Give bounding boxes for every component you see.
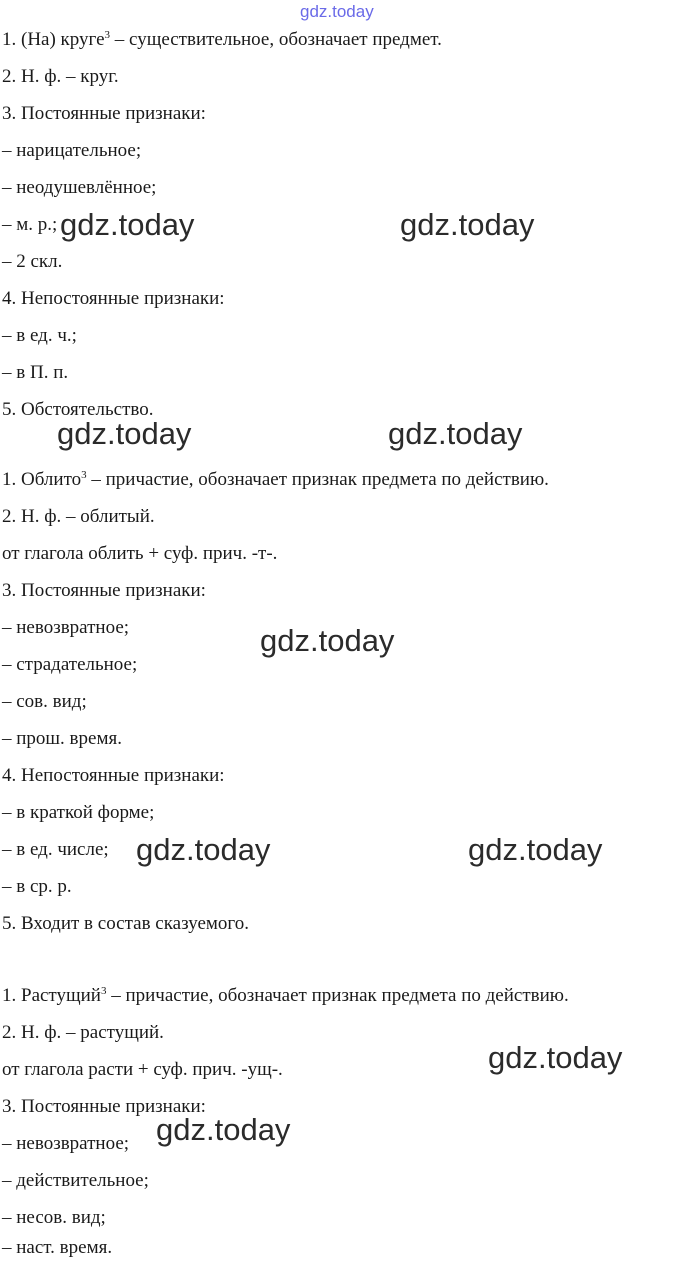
s2-line-8: – прош. время. bbox=[2, 728, 122, 749]
s2-line-5: – невозвратное; bbox=[2, 617, 130, 638]
s3-line-6: – действительное; bbox=[2, 1170, 149, 1191]
s1-line-4: – нарицательное; bbox=[2, 140, 142, 161]
s3-description: – причастие, обозначает признак предмета по действию. bbox=[106, 985, 569, 1006]
s3-line-3: от глагола расти + суф. прич. -ущ-. bbox=[2, 1059, 283, 1080]
s1-line-2: 2. Н. ф. – круг. bbox=[2, 66, 119, 87]
s1-line-6: – м. р.; bbox=[2, 214, 58, 235]
s2-word: 1. Облито bbox=[2, 469, 82, 490]
s2-line-1 bbox=[2, 468, 549, 492]
s1-line-7: – 2 скл. bbox=[2, 251, 63, 272]
s2-line-12: – в ср. р. bbox=[2, 876, 72, 897]
s1-line-9: – в ед. ч.; bbox=[2, 325, 77, 346]
s2-line-10: – в краткой форме; bbox=[2, 802, 155, 823]
s2-line-13: 5. Входит в состав сказуемого. bbox=[2, 913, 249, 934]
s1-line-5: – неодушевлённое; bbox=[2, 177, 157, 198]
s3-line-1 bbox=[2, 984, 569, 1008]
s2-line-4: 3. Постоянные признаки: bbox=[2, 580, 206, 601]
s2-line-3: от глагола облить + суф. прич. -т-. bbox=[2, 543, 278, 564]
s3-line-7: – несов. вид; bbox=[2, 1207, 106, 1228]
s1-footnote-mark: 3 bbox=[104, 29, 111, 41]
s1-line-11: 5. Обстоятельство. bbox=[2, 399, 154, 420]
s2-line-2: 2. Н. ф. – облитый. bbox=[2, 506, 155, 527]
watermark: gdz.today bbox=[488, 1040, 623, 1075]
watermark: gdz.today bbox=[156, 1112, 291, 1147]
s2-line-6: – страдательное; bbox=[2, 654, 138, 675]
s1-line-10: – в П. п. bbox=[2, 362, 69, 383]
watermark: gdz.today bbox=[260, 623, 395, 658]
s1-line-1 bbox=[2, 28, 442, 52]
s3-line-8: – наст. время. bbox=[2, 1237, 113, 1258]
s1-description: – существительное, обозначает предмет. bbox=[110, 29, 442, 50]
watermark: gdz.today bbox=[136, 832, 271, 867]
s3-line-5: – невозвратное; bbox=[2, 1133, 130, 1154]
s2-description: – причастие, обозначает признак предмета по действию. bbox=[86, 469, 549, 490]
s3-line-4: 3. Постоянные признаки: bbox=[2, 1096, 206, 1117]
s2-line-11: – в ед. числе; bbox=[2, 839, 109, 860]
watermark: gdz.today bbox=[400, 207, 535, 242]
s2-line-7: – сов. вид; bbox=[2, 691, 87, 712]
s1-line-3: 3. Постоянные признаки: bbox=[2, 103, 206, 124]
s3-footnote-mark: 3 bbox=[100, 985, 107, 997]
s3-word: 1. Растущий bbox=[2, 985, 101, 1006]
s1-line-8: 4. Непостоянные признаки: bbox=[2, 288, 225, 309]
watermark-top: gdz.today bbox=[300, 2, 374, 21]
watermark: gdz.today bbox=[60, 207, 195, 242]
s1-word: 1. (На) круге bbox=[2, 29, 105, 50]
s2-footnote-mark: 3 bbox=[81, 469, 87, 481]
watermark: gdz.today bbox=[388, 416, 523, 451]
watermark: gdz.today bbox=[57, 416, 192, 451]
s2-line-9: 4. Непостоянные признаки: bbox=[2, 765, 225, 786]
watermark: gdz.today bbox=[468, 832, 603, 867]
s3-line-2: 2. Н. ф. – растущий. bbox=[2, 1022, 164, 1043]
